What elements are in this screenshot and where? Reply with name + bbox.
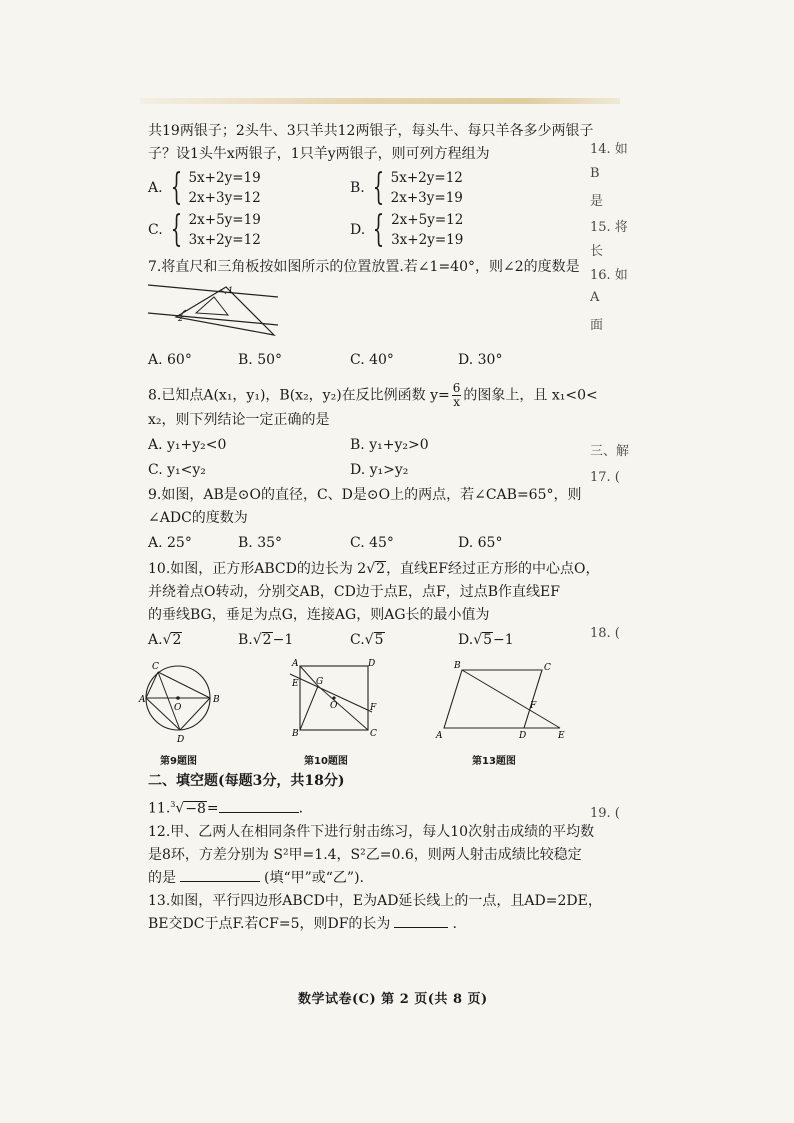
fig10-line-bg [300,686,318,730]
q10-option-d-label: D. [458,632,474,648]
q6-options-row2 [148,210,588,250]
q8-fraction [452,382,462,409]
right-frag-14: 14. 如 [590,142,628,157]
q13-stem-line2-a: BE交DC于点F.若CF=5，则DF的长为 [148,915,391,932]
q11-number: 11. [148,800,171,817]
q6-option-d[interactable] [350,210,463,250]
figures-row [139,658,588,767]
brace-icon: { [372,209,385,250]
fig9-line-cd [158,672,180,730]
right-frag-a: A [590,290,600,305]
q11-period: . [298,800,304,817]
q10-stem-a: 10.如图，正方形ABCD的边长为 2 [148,561,367,577]
q8-stem-a: 8.已知点A(x₁，y₁)，B(x₂，y₂)在反比例函数 y= [148,387,450,404]
q9-option-c[interactable]: C. 45° [350,535,394,551]
fig13-label-d: D [519,731,527,741]
fig10-label-o: O [330,701,338,711]
fig9-label-a: A [139,695,146,705]
q12-stem-line1: 12.甲、乙两人在相同条件下进行射击练习，每人10次射击成绩的平均数 [148,823,595,840]
q6-option-a-eq1: 5x+2y=19 [188,170,261,186]
fig10-line-to-c [318,686,368,730]
brace-icon: { [170,209,182,250]
q6-stem-line1: 共19两银子；2头牛、3只羊共12两银子，每头牛、每只羊各多少两银子 [148,123,594,139]
fig13-label-f: F [530,701,537,711]
fig9-label-c: C [152,662,159,672]
q10-option-b[interactable]: B.√2−1 [238,632,294,648]
fig9-label-d: D [177,735,185,745]
page-footer: 数学试卷(C) 第 2 页(共 8 页) [298,992,488,1007]
q8-stem-line1 [148,381,598,409]
q10-option-d-tail: −1 [493,632,514,648]
q8-options-row2 [148,459,588,482]
q10-stem-line1: 10.如图，正方形ABCD的边长为 2√2，直线EF经过正方形的中心点O， [148,561,600,577]
top-binding-strip [140,98,620,104]
q10-stem-line2: 并绕着点O转动，分别交AB，CD边于点E，点F，过点B作直线EF [148,584,560,600]
q9-option-a[interactable]: A. 25° [148,535,192,551]
fig10-label-c: C [370,729,377,739]
right-frag-b: B [590,166,600,181]
q8-frac-den: x [453,395,460,409]
q8-option-b[interactable]: B. y₁+y₂>0 [350,437,429,453]
fig9-caption: 第9题图 [160,756,197,767]
section2-title: 二、填空题(每题3分，共18分) [148,773,345,789]
q6-option-b-eq1: 5x+2y=12 [390,170,463,186]
q6-option-a-label: A. [148,179,163,196]
fig10-label-b: B [292,729,299,739]
q10-sqrt-radicand: 2 [376,561,386,577]
q13-stem-line2 [148,913,588,936]
fig10-label-f: F [370,703,377,713]
right-frag-section3: 三、解 [590,444,630,459]
q6-option-b-label: B. [350,179,365,196]
q13-answer-blank[interactable] [394,913,448,928]
q8-option-a[interactable]: A. y₁+y₂<0 [148,437,227,453]
q10-option-b-radicand: 2 [262,632,272,648]
q7-option-c[interactable]: C. 40° [350,352,394,368]
q7-option-a[interactable]: A. 60° [148,352,192,368]
right-frag-17: 17. ( [590,470,620,485]
fig13-label-a: A [436,731,443,741]
q9-stem-line1: 9.如图，AB是⊙O的直径，C、D是⊙O上的两点，若∠CAB=65°，则 [148,487,582,503]
q6-option-b[interactable] [350,168,463,208]
q9-option-d[interactable]: D. 65° [458,535,503,551]
q6-option-d-label: D. [350,221,366,238]
q10-option-b-label: B. [238,632,253,648]
fig9-center-dot [176,696,180,700]
q7-options [148,349,588,372]
brace-icon: { [170,167,182,208]
q6-option-b-system [367,168,463,208]
q10-option-a-radicand: 2 [172,632,182,648]
right-frag-19: 19. ( [590,806,620,821]
q6-option-c-eq2: 3x+2y=12 [188,232,261,248]
q6-option-d-eq1: 2x+5y=12 [391,212,464,228]
right-frag-16: 16. 如 [590,268,628,283]
fig10-label-d: D [368,659,376,669]
fig10-label-g: G [316,677,324,687]
q6-option-d-system [367,210,463,250]
q6-option-c-label: C. [148,221,163,238]
right-frag-15: 15. 将 [590,220,628,235]
fig9-label-o: O [174,703,182,713]
q11-radicand: −8 [185,800,206,817]
q8-option-d[interactable]: D. y₁>y₂ [350,462,409,478]
q13-stem-line1: 13.如图，平行四边形ABCD中，E为AD延长线上的一点，且AD=2DE， [148,892,602,909]
q7-stem: 7.将直尺和三角板按如图所示的位置放置.若∠1=40°，则∠2的度数是 [148,259,580,275]
q10-option-b-tail: −1 [272,632,294,648]
q7-ruler-triangle-figure [148,281,288,347]
q7-option-b[interactable]: B. 50° [238,352,283,368]
q11-answer-blank[interactable] [219,798,299,813]
right-frag-mian: 面 [590,318,604,333]
right-frag-18: 18. ( [590,626,620,641]
q6-option-d-eq2: 3x+2y=19 [391,232,464,248]
q8-frac-num: 6 [452,381,461,395]
angle-2-label: 2 [178,314,184,323]
main-column [139,120,602,936]
q8-option-c[interactable]: C. y₁<y₂ [148,462,206,478]
q9-stem-line2: ∠ADC的度数为 [148,510,248,526]
fig10-label-a: A [292,659,299,669]
q11-root-index: 3 [170,800,176,809]
fig9-line-ac [146,672,158,698]
q6-option-c-eq1: 2x+5y=19 [188,212,261,228]
q10-option-c[interactable]: C.√5 [350,632,384,648]
q6-option-a-system [165,168,261,208]
angle-1-label: 1 [228,286,234,295]
q10-option-c-radicand: 5 [374,632,384,648]
q12-stem-line3-a: 的是 [148,869,176,886]
right-frag-chang: 长 [590,244,604,259]
q12-stem-line3-b: (填“甲”或“乙”). [264,869,365,886]
q6-stem-line2: 子？设1头牛x两银子，1只羊y两银子，则可列方程组为 [148,146,490,162]
q6-option-c-system [165,210,261,250]
q6-option-a[interactable] [148,168,350,208]
q10-option-d[interactable]: D.√5−1 [458,632,514,648]
q10-option-d-radicand: 5 [483,632,493,648]
fig13-line-be [462,670,560,728]
fig10-center-dot [332,696,335,699]
fig13-label-c: C [544,663,551,673]
q8-stem-line2: x₂，则下列结论一定正确的是 [148,412,330,428]
fig10-square-figure [280,658,380,746]
q10-option-a[interactable]: A.√2 [148,632,182,648]
q13-period: . [452,915,457,932]
q10-options [148,629,588,652]
fig13-label-b: B [454,661,461,671]
fig10-label-e: E [292,679,299,689]
fig13-parallelogram [444,670,542,728]
q10-stem-b: ，直线EF经过正方形的中心点O， [386,561,600,577]
q6-option-c[interactable] [148,210,350,250]
q12-stem-line2: 是8环，方差分别为 S²甲=1.4，S²乙=0.6，则两人射击成绩比较稳定 [148,846,582,863]
fig9-circle-figure [140,658,230,746]
q6-options-row1 [148,168,588,208]
q9-option-b[interactable]: B. 35° [238,535,283,551]
q11-equals: = [206,800,219,817]
triangle-inner [196,297,228,315]
fig9-label-b: B [213,695,220,705]
q8-stem-b: 的图象上，且 x₁<0< [463,387,598,404]
fig13-caption: 第13题图 [472,756,516,767]
q12-stem-line3 [148,867,588,890]
right-frag-shi: 是 [590,194,604,209]
fig9-line-cb [158,672,210,698]
q6-option-b-eq2: 2x+3y=19 [390,190,463,206]
q7-option-d[interactable]: D. 30° [458,352,503,368]
q8-options-row1 [148,434,588,457]
fig13-label-e: E [558,731,565,741]
q10-option-a-label: A. [148,632,163,648]
fig10-caption: 第10题图 [304,756,348,767]
brace-icon: { [372,167,384,208]
q11-stem: 11.$^3$√−8= . [148,793,588,821]
q10-option-c-label: C. [350,632,365,648]
q6-option-a-eq2: 2x+3y=12 [188,190,261,206]
q10-stem-line3: 的垂线BG，垂足为点G，连接AG，则AG长的最小值为 [148,607,490,623]
q9-options [148,532,588,555]
fig13-parallelogram-figure [434,658,574,746]
q12-answer-blank[interactable] [180,867,260,882]
